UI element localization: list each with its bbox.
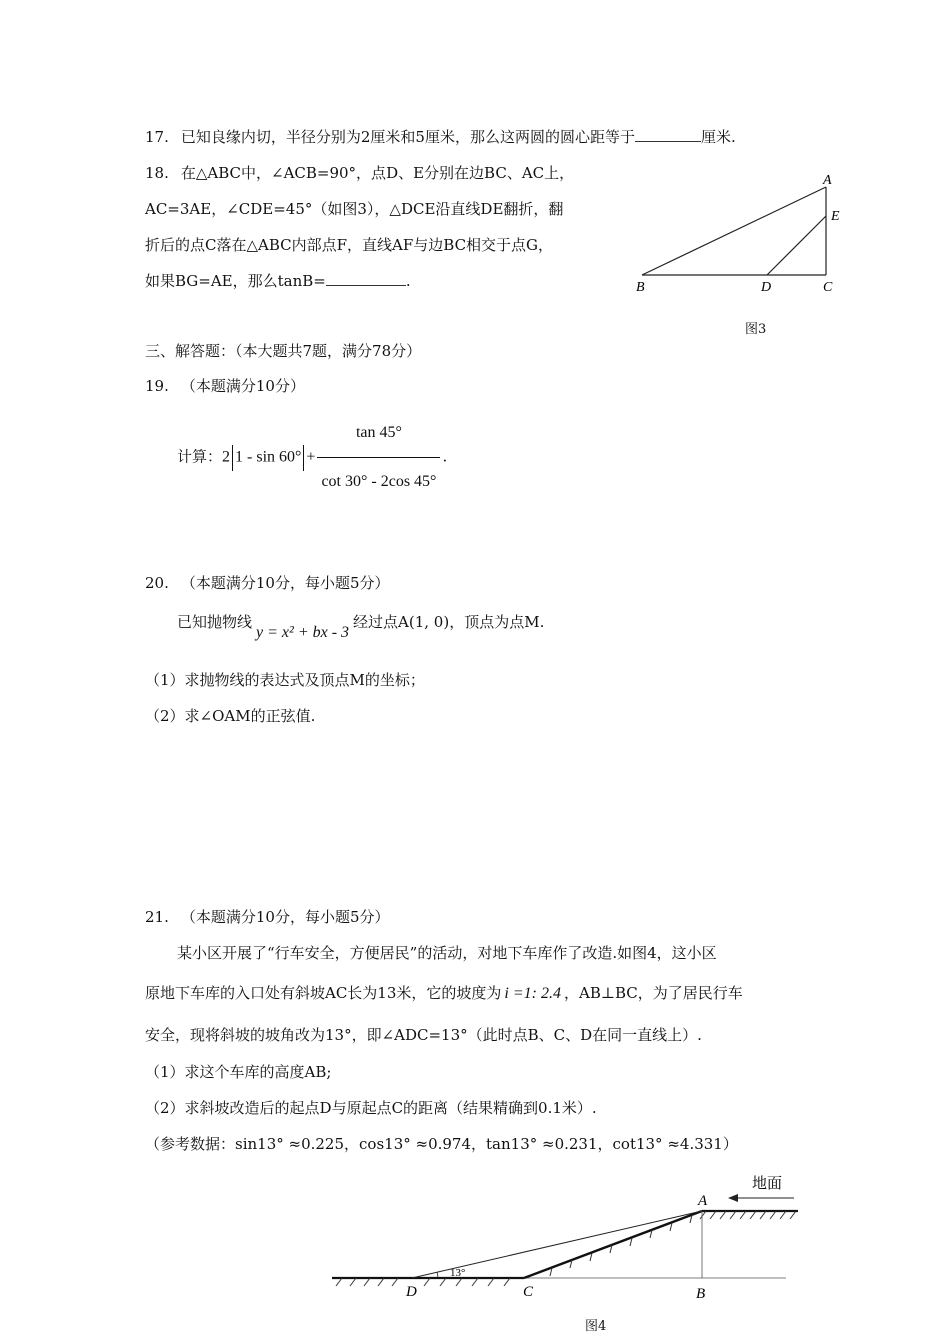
question-17 <box>145 127 736 147</box>
label-d: D <box>406 1284 417 1300</box>
plus-sign: + <box>306 448 316 466</box>
segment-de <box>767 216 826 275</box>
question-text: 如果BG=AE，那么tanB= <box>145 272 326 290</box>
figure-3-caption: 图3 <box>745 322 767 337</box>
label-b: B <box>636 280 645 295</box>
question-20-part-2: （2）求∠OAM的正弦值. <box>145 707 316 725</box>
slope-ratio: i =1: 2.4 <box>504 985 561 1002</box>
label-d: D <box>761 280 772 295</box>
stem-text-end: 经过点A(1, 0)，顶点为点M. <box>353 613 545 631</box>
segment-ab <box>642 187 826 275</box>
question-text-end: 厘米. <box>700 128 736 146</box>
question-text: 在△ABC中，∠ACB=90°，点D、E分别在边BC、AC上， <box>180 164 575 182</box>
question-19-formula <box>177 410 447 505</box>
figure-3 <box>630 170 850 300</box>
answer-blank[interactable] <box>326 271 406 286</box>
label-c: C <box>823 280 833 295</box>
question-18-line-4 <box>145 271 411 291</box>
label-a: A <box>698 1193 708 1209</box>
abs-bar-right <box>303 445 304 471</box>
label-a: A <box>823 173 832 188</box>
question-text: 已知良缘内切，半径分别为2厘米和5厘米，那么这两圆的圆心距等于 <box>180 128 635 146</box>
question-number: 19. <box>145 377 169 395</box>
label-e: E <box>831 209 840 224</box>
arrow-left-icon <box>728 1194 738 1202</box>
question-21-line-3: 安全，现将斜坡的坡角改为13°，即∠ADC=13°（此时点B、C、D在同一直线上）. <box>145 1026 702 1044</box>
abs-expression: 1 - sin 60° <box>235 448 302 466</box>
section-heading: 三、解答题：（本大题共7题，满分78分） <box>145 342 422 360</box>
question-18-line-1 <box>145 163 574 183</box>
question-score: （本题满分10分，每小题5分） <box>180 574 390 592</box>
ground-label: 地面 <box>752 1176 783 1192</box>
fraction-numerator: tan 45° <box>355 424 402 441</box>
figure-4-caption: 图4 <box>585 1319 607 1334</box>
coefficient: 2 <box>222 448 231 466</box>
question-18-line-3: 折后的点C落在△ABC内部点F，直线AF与边BC相交于点G， <box>145 236 554 254</box>
question-score: （本题满分10分） <box>180 377 305 395</box>
abs-bar-left <box>232 445 233 471</box>
question-number: 20. <box>145 574 169 592</box>
calc-label: 计算： <box>177 447 223 466</box>
angle-label: 13° <box>450 1267 466 1279</box>
period: . <box>405 272 411 290</box>
fraction-denominator: cot 30° - 2cos 45° <box>317 457 440 505</box>
period: . <box>442 447 448 466</box>
stem-text: 已知抛物线 <box>177 613 253 631</box>
question-number: 17. <box>145 128 169 146</box>
stem-text: 原地下车库的入口处有斜坡AC长为13米，它的坡度为 <box>145 984 502 1002</box>
figure-4 <box>320 1168 810 1308</box>
fraction <box>317 410 440 505</box>
question-score: （本题满分10分，每小题5分） <box>180 908 390 926</box>
question-number: 18. <box>145 164 169 182</box>
question-20-stem <box>177 608 545 641</box>
question-21-part-2: （2）求斜坡改造后的起点D与原起点C的距离（结果精确到0.1米）. <box>145 1099 597 1117</box>
answer-blank[interactable] <box>635 127 701 142</box>
label-b: B <box>696 1286 706 1302</box>
question-number: 21. <box>145 908 169 926</box>
question-21-heading <box>145 907 390 927</box>
question-20-part-1: （1）求抛物线的表达式及顶点M的坐标； <box>145 671 425 689</box>
upper-ground-hatching <box>700 1211 796 1219</box>
question-21-reference-data: （参考数据：sin13° ≈0.225，cos13° ≈0.974，tan13° ≈0.231，cot13° ≈4.331） <box>145 1135 738 1153</box>
question-21-line-1: 某小区开展了“行车安全，方便居民”的活动，对地下车库作了改造.如图4，这小区 <box>177 944 717 962</box>
parabola-formula: y = x² + bx - 3 <box>256 624 350 641</box>
lower-ground-hatching <box>336 1278 510 1286</box>
question-18-line-2: AC=3AE，∠CDE=45°（如图3），△DCE沿直线DE翻折，翻 <box>145 200 564 218</box>
stem-text-end: ，AB⊥BC，为了居民行车 <box>563 984 743 1002</box>
slope-hatching <box>550 1215 692 1276</box>
question-20-heading <box>145 573 390 593</box>
label-c: C <box>523 1284 534 1300</box>
question-21-part-1: （1）求这个车库的高度AB; <box>145 1063 332 1081</box>
question-19-heading <box>145 376 305 396</box>
slope-ac <box>524 1211 702 1278</box>
question-21-line-2 <box>145 983 743 1004</box>
